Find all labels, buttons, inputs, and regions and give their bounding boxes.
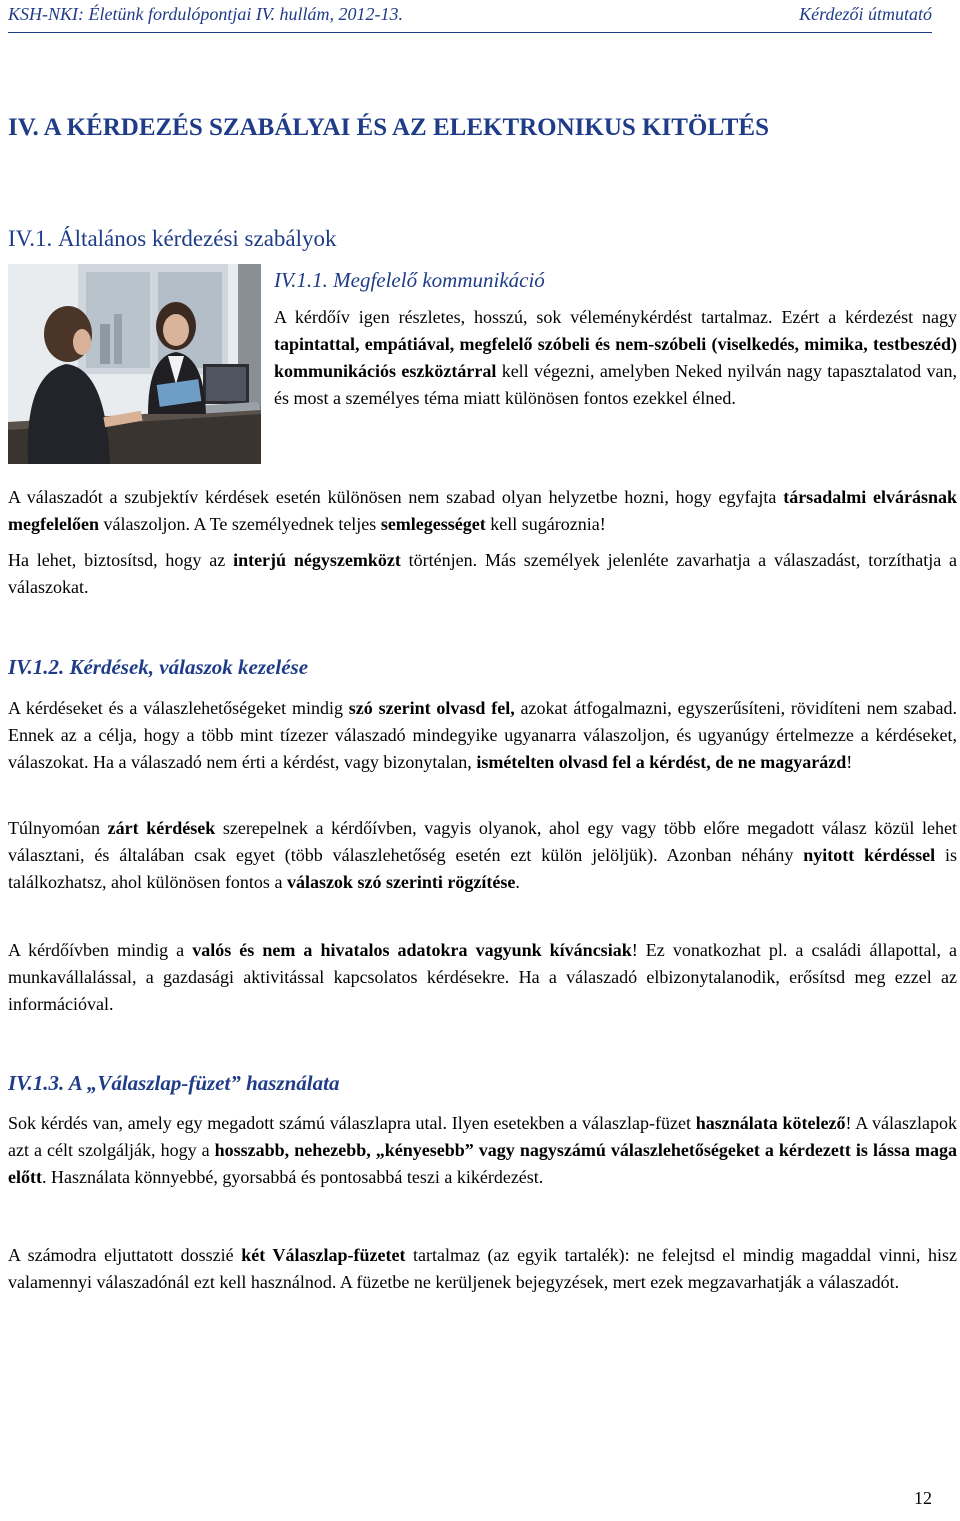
subsection-1-title: Megfelelő kommunikáció bbox=[333, 268, 545, 292]
emphasis-text: tapintattal, empátiával, megfelelő szóbeli és nem-szóbeli (viselkedés, mimika, testbeszéd) kommunikációs eszköztárral bbox=[274, 334, 957, 381]
subsection-3-paragraph-2 bbox=[8, 1242, 957, 1296]
text-run: szerepelnek a kérdőívben, vagyis olyanok, ahol egy vagy több előre megadott válasz közül lehet választani, és általában csak egyet (több válaszlehetőség esetén ezt külön jelöljük). Azonban néhány bbox=[8, 818, 957, 865]
running-header bbox=[8, 4, 932, 33]
subsection-1-number: IV.1.1. bbox=[274, 268, 328, 292]
page-number: 12 bbox=[914, 1488, 932, 1508]
subsection-2-paragraph-1 bbox=[8, 695, 957, 776]
text-run: ! bbox=[846, 752, 853, 772]
text-run: . bbox=[515, 872, 520, 892]
subsection-2-title: Kérdések, válaszok kezelése bbox=[69, 655, 309, 679]
subsection-3-number: IV.1.3. bbox=[8, 1071, 65, 1095]
emphasis-text: interjú négyszemközt bbox=[233, 550, 401, 570]
emphasis-text: zárt kérdések bbox=[107, 818, 216, 838]
text-run: történjen. Más személyek jelenléte zavarhatja a válaszadást, torzíthatja a válaszokat. bbox=[8, 550, 958, 597]
subsection-1-paragraph-2 bbox=[8, 484, 957, 538]
text-run: kell sugároznia! bbox=[485, 514, 606, 534]
interview-photo bbox=[8, 264, 261, 464]
subsection-3-title: A „Válaszlap-füzet” használata bbox=[68, 1071, 340, 1095]
text-run: ! Ez vonatkozhat pl. a családi állapottal, a munkavállalással, a gazdasági aktivitással kapcsolatos kérdésekre. Ha a válaszadó elbizonytalanodik, erősítsd meg ezzel az információval. bbox=[8, 940, 958, 1014]
header-right-text: Kérdezői útmutató bbox=[799, 4, 932, 24]
emphasis-text: semlegességet bbox=[380, 514, 486, 534]
emphasis-text: két Válaszlap-füzetet bbox=[241, 1245, 406, 1265]
emphasis-text: társadalmi elvárásnak megfelelően bbox=[8, 487, 957, 534]
subsection-1-intro bbox=[274, 304, 957, 412]
text-run: válaszoljon. A Te személyednek teljes bbox=[98, 514, 381, 534]
intro-text: A kérdőív igen részletes, hosszú, sok véleménykérdést tartalmaz. bbox=[274, 307, 773, 327]
interview-photo-illustration bbox=[8, 264, 261, 464]
text-run: . Használata könnyebbé, gyorsabbá és pontosabbá teszi a kikérdezést. bbox=[41, 1167, 544, 1187]
emphasis-text: valós és nem a hivatalos adatokra vagyunk kíváncsiak bbox=[192, 940, 632, 960]
subsection-2-number: IV.1.2. bbox=[8, 655, 65, 679]
text-run: Ezért a kérdezést nagy bbox=[781, 307, 957, 327]
text-run: A számodra eljuttatott dosszié bbox=[8, 1245, 242, 1265]
text-run: Ha lehet, biztosítsd, hogy az bbox=[8, 550, 234, 570]
text-run: ! A válaszlapok azt a célt szolgálják, hogy a bbox=[8, 1113, 957, 1160]
text-run: kell végezni, amelyben Neked nyilván nagy tapasztalatod van, és most a személyes téma miatt különösen fontos ezekkel élned. bbox=[274, 361, 957, 408]
text-run: azokat átfogalmazni, egyszerűsíteni, rövidíteni nem szabad. Ennek az a célja, hogy a több mint tízezer válaszadó mindegyike ugyanarra válaszoljon, és ugyanúgy értelmezze a kérdéseket, válaszokat. Ha a válaszadó nem érti a kérdést, vagy bizonytalan, bbox=[8, 698, 957, 772]
text-run: A kérdéseket és a válaszlehetőségeket mindig bbox=[8, 698, 349, 718]
subsection-3-paragraph-1 bbox=[8, 1110, 957, 1191]
text-run: Sok kérdés van, amely egy megadott számú válaszlapra utal. Ilyen esetekben a válaszlap-füzet bbox=[8, 1113, 696, 1133]
subsection-2-paragraph-3 bbox=[8, 937, 957, 1018]
section-title: IV.1. Általános kérdezési szabályok bbox=[8, 226, 337, 251]
text-run: Túlnyomóan bbox=[8, 818, 108, 838]
emphasis-text: válaszok szó szerinti rögzítése bbox=[286, 872, 516, 892]
text-run: is találkozhatsz, ahol különösen fontos a bbox=[8, 845, 957, 892]
emphasis-text: ismételten olvasd fel a kérdést, de ne magyarázd bbox=[476, 752, 847, 772]
text-run: tartalmaz (az egyik tartalék): ne felejtsd el mindig magaddal vinni, hisz valamennyi válaszadónál ezt kell használnod. A füzetbe ne kerüljenek bejegyzések, mert ezek megzavarhatják a válaszadót. bbox=[8, 1245, 957, 1292]
emphasis-text: hosszabb, nehezebb, „kényesebb” vagy nagyszámú válaszlehetőségeket a kérdezett is lássa maga előtt bbox=[8, 1140, 957, 1187]
subsection-3-heading bbox=[8, 1071, 339, 1096]
emphasis-text: nyitott kérdéssel bbox=[803, 845, 936, 865]
subsection-2-heading bbox=[8, 655, 308, 680]
text-run: A kérdőívben mindig a bbox=[8, 940, 193, 960]
subsection-2-paragraph-2 bbox=[8, 815, 957, 896]
text-run: A válaszadót a szubjektív kérdések esetén különösen nem szabad olyan helyzetbe hozni, hogy egyfajta bbox=[8, 487, 784, 507]
emphasis-text: használata kötelező bbox=[695, 1113, 846, 1133]
header-left-text: KSH-NKI: Életünk fordulópontjai IV. hullám, 2012-13. bbox=[8, 4, 403, 24]
subsection-1-paragraph-3 bbox=[8, 547, 957, 601]
chapter-title: IV. A KÉRDEZÉS SZABÁLYAI ÉS AZ ELEKTRONIKUS KITÖLTÉS bbox=[8, 114, 769, 141]
emphasis-text: szó szerint olvasd fel, bbox=[348, 698, 515, 718]
subsection-1-heading bbox=[274, 268, 545, 293]
